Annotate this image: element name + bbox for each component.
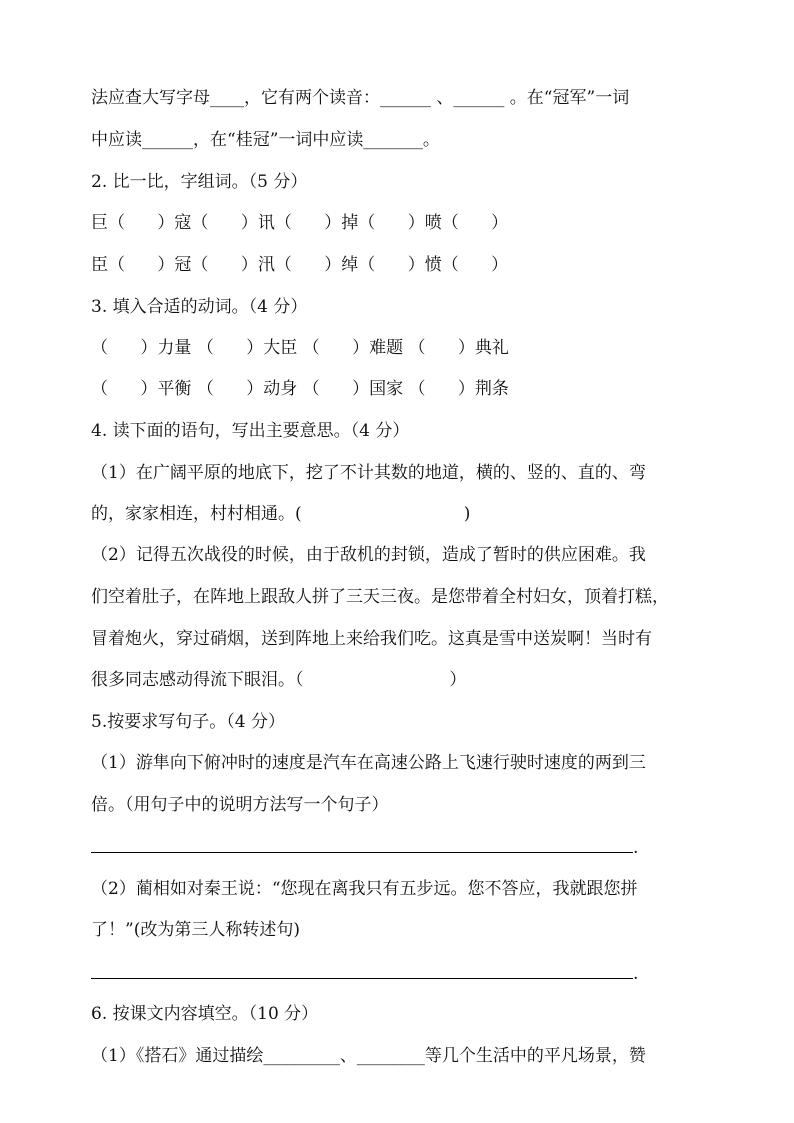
text-line: （ ）平衡 （ ）动身 （ ）国家 （ ）荆条 — [91, 379, 509, 399]
section-heading: 6. 按课文内容填空。（10 分） — [91, 1004, 319, 1024]
text-line: 的，家家相连，村村相通。( ) — [91, 504, 471, 524]
text-line: 倍。（用句子中的说明方法写一个句子） — [91, 795, 389, 815]
text-line: 臣（ ）冠（ ）汛（ ）绰（ ）愤（ ） — [91, 255, 509, 275]
text-line: （2）蔺相如对秦王说：“您现在离我只有五步远。您不答应，我就跟您拼 — [91, 879, 638, 899]
section-heading: 5.按要求写句子。（4 分） — [91, 712, 285, 732]
text-line: （ ）力量 （ ）大臣 （ ）难题 （ ）典礼 — [91, 338, 509, 358]
answer-line[interactable] — [91, 852, 633, 853]
text-line: （1）游隼向下俯冲时的速度是汽车在高速公路上飞速行驶时速度的两到三 — [91, 753, 646, 773]
text-line: （1）在广阔平原的地底下，挖了不计其数的地道，横的、竖的、直的、弯 — [91, 463, 646, 483]
text-line: 冒着炮火，穿过硝烟，送到阵地上来给我们吃。这真是雪中送炭啊！当时有 — [91, 629, 652, 649]
section-heading: 3. 填入合适的动词。（4 分） — [91, 297, 308, 317]
text-line: 法应查大写字母____，它有两个读音：______ 、______ 。在“冠军”一词 — [91, 88, 630, 108]
answer-line-end: . — [633, 964, 639, 984]
text-line: （2）记得五次战役的时候，由于敌机的封锁，造成了暂时的供应困难。我 — [91, 545, 646, 565]
section-heading: 2. 比一比，字组词。（5 分） — [91, 172, 308, 192]
text-line: 了！”(改为第三人称转述句) — [91, 920, 300, 940]
text-line: 很多同志感动得流下眼泪。（ ） — [91, 670, 467, 690]
text-line: （1）《搭石》通过描绘_________、________等几个生活中的平凡场景，赞 — [91, 1046, 646, 1066]
text-line: 巨（ ）寇（ ）讯（ ）掉（ ）喷（ ） — [91, 213, 509, 233]
answer-line-end: . — [633, 838, 639, 858]
text-line: 中应读______，在“桂冠”一词中应读_______。 — [91, 130, 440, 150]
section-heading: 4. 读下面的语句，写出主要意思。（4 分） — [91, 421, 410, 441]
answer-line[interactable] — [91, 978, 633, 979]
text-line: 们空着肚子，在阵地上跟敌人拼了三天三夜。是您带着全村妇女，顶着打糕， — [91, 587, 669, 607]
